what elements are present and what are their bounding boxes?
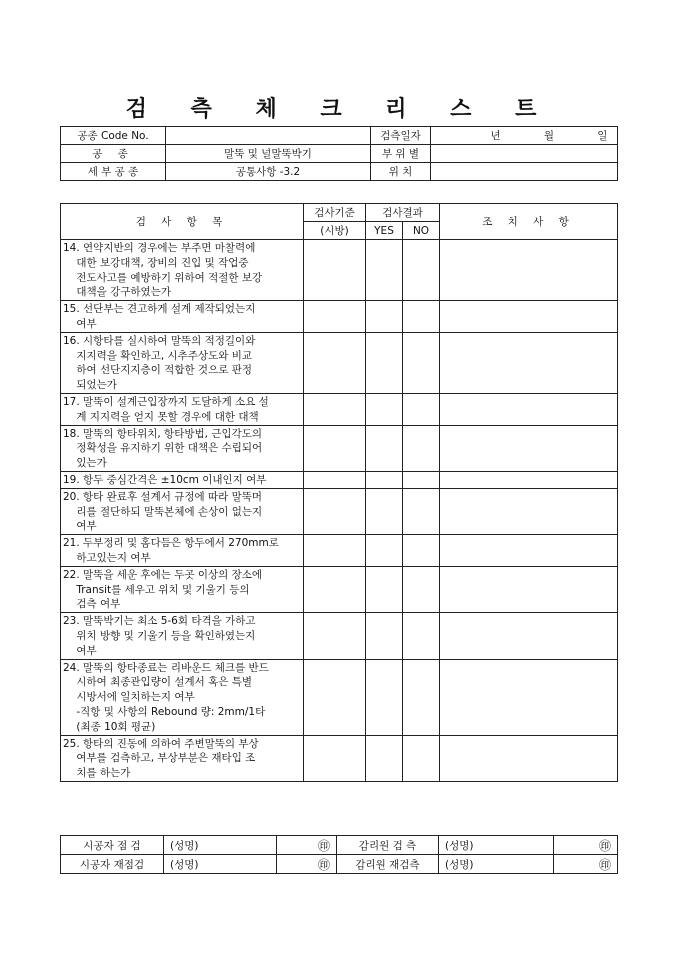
checklist-item-text [61, 613, 304, 659]
item-line: 24. 말뚝의 항타종료는 리바운드 체크를 반드 [63, 661, 269, 674]
yes-cell[interactable] [366, 613, 403, 659]
checklist-item-text [61, 393, 304, 425]
action-cell[interactable] [440, 735, 618, 781]
item-line: 계 지지력을 얻지 못할 경우에 대한 대책 [63, 410, 259, 423]
item-line: 정확성을 유지하기 위한 대책은 수립되어 [63, 442, 263, 455]
code-label: 공종 Code No. [61, 127, 166, 145]
date-year: 년 [490, 130, 501, 142]
position-label: 위 치 [371, 163, 431, 181]
item-line: 하여 선단지지층이 적합한 것으로 판정 [63, 364, 252, 377]
no-cell[interactable] [403, 332, 440, 393]
item-line: 20. 항타 완료후 설계서 규정에 따라 말뚝머 [63, 490, 263, 503]
supervisor-reinspect-label: 감리원 재검측 [337, 855, 439, 874]
no-cell[interactable] [403, 488, 440, 534]
no-cell[interactable] [403, 393, 440, 425]
yes-cell[interactable] [366, 488, 403, 534]
checklist-item-text [61, 425, 304, 471]
item-line: 대한 보강대책, 장비의 진입 및 작업중 [63, 256, 249, 269]
item-line: 시하여 최종관입량이 설계서 혹은 특별 [63, 676, 252, 689]
checklist-item-text [61, 735, 304, 781]
checklist-row [61, 659, 618, 735]
date-value[interactable] [431, 127, 618, 145]
action-cell[interactable] [440, 659, 618, 735]
item-line: 17. 말뚝이 설계근입장까지 도달하게 소요 설 [63, 395, 269, 408]
standard-cell[interactable] [304, 425, 366, 471]
yes-cell[interactable] [366, 659, 403, 735]
contractor-check-name[interactable]: (성명) [164, 836, 277, 855]
action-column-header: 조 치 사 항 [440, 204, 618, 240]
yes-cell[interactable] [366, 393, 403, 425]
checklist-table [60, 203, 618, 782]
seal-icon: ㊞ [277, 855, 337, 874]
yes-cell[interactable] [366, 425, 403, 471]
no-column-header: NO [403, 222, 440, 240]
item-line: -직항 및 사항의 Rebound 량: 2mm/1타 [63, 705, 266, 718]
yes-cell[interactable] [366, 332, 403, 393]
yes-cell[interactable] [366, 471, 403, 488]
checklist-row [61, 332, 618, 393]
action-cell[interactable] [440, 393, 618, 425]
item-line: 대책을 강구하였는가 [63, 286, 171, 299]
no-cell[interactable] [403, 471, 440, 488]
no-cell[interactable] [403, 240, 440, 301]
checklist-row [61, 613, 618, 659]
action-cell[interactable] [440, 488, 618, 534]
work-type-label: 공 종 [61, 145, 166, 163]
item-line: 21. 두부정리 및 홈다듬은 항두에서 270mm로 [63, 537, 279, 550]
standard-cell[interactable] [304, 535, 366, 567]
location-value[interactable] [431, 145, 618, 163]
header-table [60, 126, 618, 181]
item-line: 여부 [63, 520, 97, 533]
seal-icon: ㊞ [554, 855, 618, 874]
standard-cell[interactable] [304, 488, 366, 534]
item-line: 22. 말뚝을 세운 후에는 두곳 이상의 장소에 [63, 568, 263, 581]
signature-table [60, 835, 618, 874]
item-line: 치를 하는가 [63, 767, 131, 780]
item-line: 되었는가 [63, 379, 117, 392]
item-line: 14. 연약지반의 경우에는 부주면 마찰력에 [63, 242, 256, 254]
standard-cell[interactable] [304, 240, 366, 301]
header-row-code [61, 127, 618, 145]
item-line: 하고있는지 여부 [63, 551, 151, 564]
checklist-row [61, 471, 618, 488]
checklist-row [61, 488, 618, 534]
supervisor-reinspect-name[interactable]: (성명) [439, 855, 554, 874]
seal-icon: ㊞ [554, 836, 618, 855]
no-cell[interactable] [403, 613, 440, 659]
standard-cell[interactable] [304, 393, 366, 425]
checklist-row [61, 566, 618, 612]
checklist-item-text [61, 535, 304, 567]
checklist-row [61, 240, 618, 301]
location-label: 부 위 별 [371, 145, 431, 163]
standard-sub-header: (시방) [304, 222, 366, 240]
contractor-recheck-name[interactable]: (성명) [164, 855, 277, 874]
checklist-item-text [61, 488, 304, 534]
no-cell[interactable] [403, 735, 440, 781]
yes-cell[interactable] [366, 535, 403, 567]
item-column-header: 검 사 항 목 [61, 204, 304, 240]
yes-column-header: YES [366, 222, 403, 240]
action-cell[interactable] [440, 535, 618, 567]
yes-cell[interactable] [366, 301, 403, 333]
item-line: (최종 10회 평균) [63, 720, 156, 733]
standard-cell[interactable] [304, 613, 366, 659]
header-row-work-type [61, 145, 618, 163]
item-line: 여부 [63, 317, 97, 330]
item-line: 16. 시항타를 실시하여 말뚝의 적정길이와 [63, 334, 256, 347]
checklist-item-text [61, 301, 304, 333]
no-cell[interactable] [403, 659, 440, 735]
supervisor-inspect-name[interactable]: (성명) [439, 836, 554, 855]
seal-icon: ㊞ [277, 836, 337, 855]
date-label: 검측일자 [371, 127, 431, 145]
standard-cell[interactable] [304, 332, 366, 393]
contractor-recheck-label: 시공자 재점검 [61, 855, 164, 874]
action-cell[interactable] [440, 471, 618, 488]
action-cell[interactable] [440, 566, 618, 612]
action-cell[interactable] [440, 301, 618, 333]
item-line: 위치 방향 및 기울기 등을 확인하였는지 [63, 629, 256, 642]
item-line: 지지력을 확인하고, 시추주상도와 비교 [63, 349, 252, 362]
checklist-item-text [61, 566, 304, 612]
checklist-row [61, 535, 618, 567]
standard-cell[interactable] [304, 566, 366, 612]
header-row-sub-type [61, 163, 618, 181]
item-line: 전도사고를 예방하기 위하여 적절한 보강 [63, 271, 263, 284]
standard-cell[interactable] [304, 659, 366, 735]
date-day: 일 [597, 130, 608, 142]
standard-cell[interactable] [304, 301, 366, 333]
signature-row [61, 855, 618, 874]
checklist-row [61, 425, 618, 471]
yes-cell[interactable] [366, 566, 403, 612]
standard-cell[interactable] [304, 471, 366, 488]
item-line: 여부를 검측하고, 부상부분은 재타입 조 [63, 752, 256, 765]
checklist-item-text [61, 471, 304, 488]
yes-cell[interactable] [366, 735, 403, 781]
checklist-row [61, 393, 618, 425]
item-line: 15. 선단부는 견고하게 설계 제작되었는지 [63, 303, 256, 316]
action-cell[interactable] [440, 240, 618, 301]
item-line: Transit를 세우고 위치 및 기울기 등의 [63, 583, 250, 596]
code-value[interactable] [166, 127, 371, 145]
no-cell[interactable] [403, 301, 440, 333]
standard-cell[interactable] [304, 735, 366, 781]
item-line: 있는가 [63, 457, 107, 470]
position-value[interactable] [431, 163, 618, 181]
sub-type-value[interactable]: 공통사항 -3.2 [166, 163, 371, 181]
item-line: 23. 말뚝박기는 최소 5-6회 타격을 가하고 [63, 615, 256, 628]
result-column-header: 검사결과 [366, 204, 440, 222]
action-cell[interactable] [440, 332, 618, 393]
checklist-item-text [61, 332, 304, 393]
date-month: 월 [543, 130, 554, 142]
standard-column-header: 검사기준 [304, 204, 366, 222]
page-title: 검 측 체 크 리 스 트 [125, 96, 555, 122]
checklist-item-text [61, 240, 304, 301]
yes-cell[interactable] [366, 240, 403, 301]
checklist-row [61, 301, 618, 333]
supervisor-inspect-label: 감리원 검 측 [337, 836, 439, 855]
item-line: 18. 말뚝의 항타위치, 항타방법, 근입각도의 [63, 427, 263, 440]
action-cell[interactable] [440, 425, 618, 471]
no-cell[interactable] [403, 535, 440, 567]
sub-type-label: 세 부 공 종 [61, 163, 166, 181]
item-line: 리를 절단하되 말뚝본체에 손상이 없는지 [63, 505, 263, 518]
item-line: 25. 항타의 진동에 의하여 주변말뚝의 부상 [63, 737, 259, 750]
checklist-item-text [61, 659, 304, 735]
item-line: 19. 항두 중심간격은 ±10cm 이내인지 여부 [63, 473, 267, 486]
item-line: 검측 여부 [63, 598, 121, 611]
contractor-check-label: 시공자 점 검 [61, 836, 164, 855]
no-cell[interactable] [403, 566, 440, 612]
signature-row [61, 836, 618, 855]
checklist-row [61, 735, 618, 781]
item-line: 시방서에 일치하는지 여부 [63, 691, 195, 704]
work-type-value[interactable]: 말뚝 및 널말뚝박기 [166, 145, 371, 163]
action-cell[interactable] [440, 613, 618, 659]
no-cell[interactable] [403, 425, 440, 471]
item-line: 여부 [63, 644, 97, 657]
